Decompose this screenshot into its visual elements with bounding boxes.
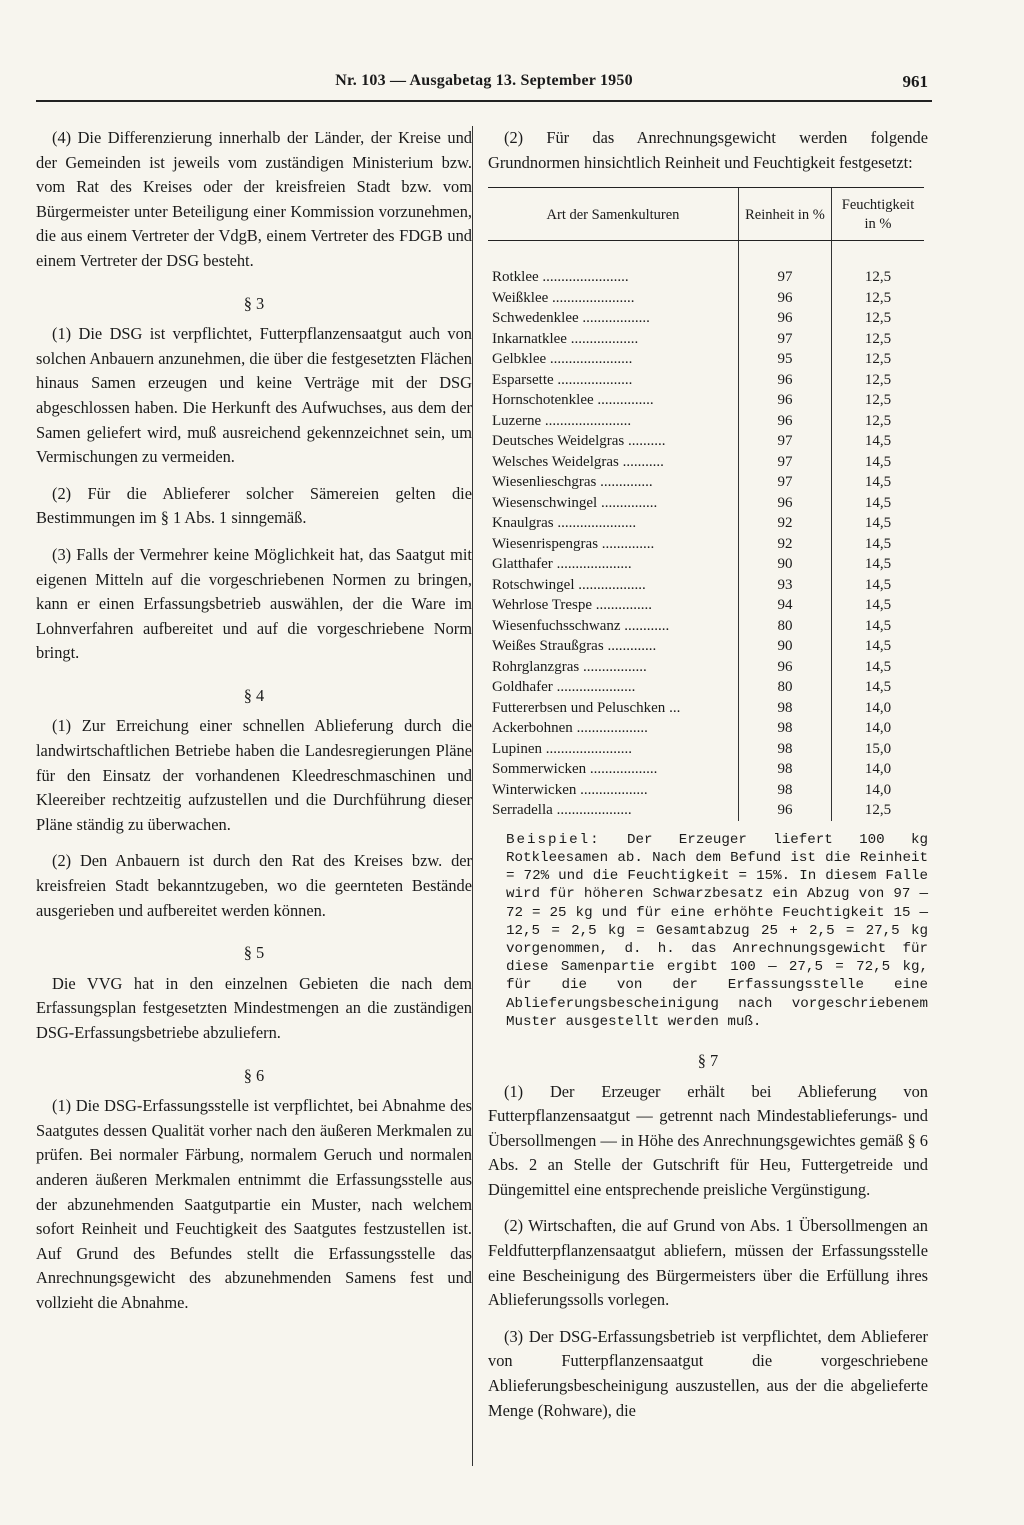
page-header [36, 70, 932, 102]
purity-cell: 80 [739, 616, 832, 637]
seed-name-cell [488, 513, 739, 534]
seed-name: Esparsette [492, 371, 554, 388]
seed-name: Weißklee [492, 289, 549, 306]
seed-name: Ackerbohnen [492, 720, 573, 737]
table-row [488, 780, 924, 801]
leader-dots: ............... [597, 494, 658, 511]
seed-name-cell [488, 554, 739, 575]
leader-dots: ............... [593, 392, 654, 409]
purity-cell: 97 [739, 452, 832, 473]
section-3-paragraph-1: (1) Die DSG ist verpflichtet, Futterpflanzensaatgut auch von solchen Anbauern anzunehmen, die über die festgesetzten Flächen hinaus Samen erzeugen und keine Verträge mit der DSG abgeschlossen haben. Die Herkunft des Aufwuchses, aus dem der Samen geliefert wird, muß ausreichend gekennzeichnet sein, um Vermischungen zu vermeiden. [36, 324, 472, 467]
table-row [488, 616, 924, 637]
seed-name: Gelbklee [492, 351, 547, 368]
table-row [488, 308, 924, 329]
right-column [488, 126, 928, 1435]
purity-cell: 94 [739, 595, 832, 616]
seed-name: Goldhafer [492, 679, 553, 696]
moisture-cell: 12,5 [832, 349, 925, 370]
section-7-paragraph-2: (2) Wirtschaften, die auf Grund von Abs. 1 Übersollmengen an Feldfutterpflanzensaatgut abliefern, müssen der Erfassungsstelle eine Bescheinigung des Bürgermeisters über die Erfüllung ihres Ablieferungssolls vorlegen. [488, 1216, 928, 1310]
seed-name-cell [488, 657, 739, 678]
purity-cell: 93 [739, 575, 832, 596]
moisture-cell: 12,5 [832, 370, 925, 391]
seed-name-cell [488, 595, 739, 616]
example-label: Beispiel: [506, 831, 601, 848]
section-3-paragraph-2: (2) Für die Ablieferer solcher Sämereien gelten die Bestimmungen im § 1 Abs. 1 sinngemäß. [36, 483, 472, 528]
seed-name-cell [488, 452, 739, 473]
table-row [488, 657, 924, 678]
moisture-cell: 14,5 [832, 595, 925, 616]
leader-dots: .................. [576, 781, 648, 798]
seed-name: Sommerwicken [492, 761, 587, 778]
seed-name: Rotklee [492, 269, 539, 286]
purity-cell: 97 [739, 329, 832, 350]
section-7-heading: § 7 [697, 1050, 719, 1070]
purity-cell: 96 [739, 390, 832, 411]
table-row [488, 349, 924, 370]
purity-cell: 98 [739, 698, 832, 719]
moisture-cell: 14,0 [832, 718, 925, 739]
leader-dots: ................... [572, 720, 648, 737]
leader-dots: ... [665, 699, 681, 716]
seed-name: Wiesenschwingel [492, 494, 598, 511]
moisture-cell: 14,5 [832, 636, 925, 657]
purity-cell: 98 [739, 718, 832, 739]
leader-dots: ........... [618, 453, 664, 470]
seed-name-cell [488, 698, 739, 719]
seed-name: Hornschotenklee [492, 392, 594, 409]
purity-cell: 97 [739, 472, 832, 493]
purity-cell: 90 [739, 554, 832, 575]
leader-dots: ...................... [546, 351, 633, 368]
purity-cell: 96 [739, 411, 832, 432]
seed-name-cell [488, 411, 739, 432]
table-row [488, 534, 924, 555]
table-row [488, 329, 924, 350]
seed-name-cell [488, 370, 739, 391]
leader-dots: ..................... [552, 679, 636, 696]
spacer-cell [832, 241, 925, 268]
purity-cell: 92 [739, 513, 832, 534]
moisture-cell: 14,5 [832, 677, 925, 698]
purity-cell: 97 [739, 267, 832, 288]
seed-name: Glatthafer [492, 556, 553, 573]
table-row [488, 759, 924, 780]
moisture-cell: 14,5 [832, 431, 925, 452]
moisture-cell: 14,5 [832, 493, 925, 514]
seed-name-cell [488, 759, 739, 780]
table-row [488, 677, 924, 698]
seed-name-cell [488, 780, 739, 801]
purity-cell: 98 [739, 759, 832, 780]
table-row [488, 595, 924, 616]
spacer-cell [739, 241, 832, 268]
seed-name-cell [488, 493, 739, 514]
leader-dots: ..................... [553, 515, 637, 532]
purity-cell: 96 [739, 308, 832, 329]
left-column [36, 126, 472, 1328]
seed-name: Futtererbsen und Peluschken [492, 699, 666, 716]
leader-dots: ............. [603, 638, 657, 655]
table-row [488, 698, 924, 719]
table-row [488, 288, 924, 309]
purity-cell: 98 [739, 780, 832, 801]
purity-cell: 96 [739, 288, 832, 309]
section-5-paragraph-1: Die VVG hat in den einzelnen Gebieten die nach dem Erfassungsplan festgesetzten Mindestmengen an die zuständigen DSG-Erfassungsbetriebe abzuliefern. [36, 973, 472, 1042]
moisture-cell: 12,5 [832, 267, 925, 288]
moisture-cell: 14,0 [832, 759, 925, 780]
seed-name: Welsches Weidelgras [492, 453, 619, 470]
leader-dots: .............. [598, 535, 655, 552]
column-header-name: Art der Samenkulturen [488, 188, 739, 241]
seed-name: Rohrglanzgras [492, 658, 580, 675]
column-divider [472, 126, 473, 1466]
section-4-paragraph-2: (2) Den Anbauern ist durch den Rat des Kreises bzw. der kreisfreien Stadt bekanntzugeben, wo die geernteten Bestände ausgerieben und aufbereitet werden können. [36, 851, 472, 920]
seed-name: Lupinen [492, 740, 542, 757]
leader-dots: .................... [553, 371, 633, 388]
seed-name-cell [488, 575, 739, 596]
purity-cell: 96 [739, 493, 832, 514]
seed-name-cell [488, 677, 739, 698]
table-spacer-row [488, 241, 924, 268]
seed-name-cell [488, 431, 739, 452]
section-6-paragraph-1: (1) Die DSG-Erfassungsstelle ist verpflichtet, bei Abnahme des Saatgutes dessen Qualität vorher nach den äußeren Merkmalen zu prüfen. Bei normaler Färbung, normalem Geruch und normalen anderen äußeren Merkmalen entnimmt die Erfassungsstelle aus der abzunehmenden Saatgutpartie ein Muster, nach welchem sofort Reinheit und Feuchtigkeit des Saatgutes festzustellen ist. Auf Grund des Befundes stellt die Erfassungsstelle das Anrechnungsgewicht des abzunehmenden Samens fest und vollzieht die Abnahme. [36, 1096, 472, 1312]
seed-name-cell [488, 534, 739, 555]
seed-name-cell [488, 718, 739, 739]
table-row [488, 390, 924, 411]
seed-name: Inkarnatklee [492, 330, 567, 347]
moisture-cell: 14,5 [832, 472, 925, 493]
seed-name-cell [488, 329, 739, 350]
leader-dots: .................. [574, 576, 646, 593]
seed-name: Rotschwingel [492, 576, 575, 593]
seed-name-cell [488, 267, 739, 288]
seed-norms-table [488, 187, 924, 821]
seed-name-cell [488, 616, 739, 637]
table-row [488, 739, 924, 760]
section-3-paragraph-3: (3) Falls der Vermehrer keine Möglichkeit hat, das Saatgut mit eigenen Mitteln auf die vorgeschriebenen Normen zu bringen, kann er einen Erfassungsbetrieb auswählen, der die Ware im Lohnverfahren aufbereitet und auf die vorgeschriebene Norm bringt. [36, 544, 472, 663]
section-5-heading: § 5 [243, 943, 265, 963]
seed-name-cell [488, 288, 739, 309]
seed-name: Wehrlose Trespe [492, 597, 593, 614]
section-7-paragraph-1: (1) Der Erzeuger erhält bei Ablieferung von Futterpflanzensaatgut — getrennt nach Mindestablieferungs- und Übersollmengen — in Höhe des Anrechnungsgewichtes gemäß § 6 Abs. 2 an Stelle der Gutschrift für Heu, Futtergetreide und Düngemittel eine entsprechende preisliche Vergünstigung. [488, 1081, 928, 1199]
table-row [488, 800, 924, 821]
table-row [488, 554, 924, 575]
seed-name: Deutsches Weidelgras [492, 433, 625, 450]
purity-cell: 96 [739, 370, 832, 391]
leader-dots: .................. [566, 330, 639, 347]
leader-dots: ...................... [548, 289, 635, 306]
seed-name: Winterwicken [492, 781, 577, 798]
leader-dots: ............ [620, 617, 670, 634]
leader-dots: ................. [579, 658, 647, 675]
seed-name-cell [488, 800, 739, 821]
purity-cell: 98 [739, 739, 832, 760]
seed-name: Wiesenlieschgras [492, 474, 597, 491]
example-block [506, 831, 928, 1031]
moisture-cell: 15,0 [832, 739, 925, 760]
seed-name-cell [488, 308, 739, 329]
purity-cell: 96 [739, 657, 832, 678]
moisture-cell: 14,5 [832, 616, 925, 637]
moisture-cell: 14,5 [832, 554, 925, 575]
section-3-heading: § 3 [243, 293, 265, 313]
purity-cell: 80 [739, 677, 832, 698]
moisture-cell: 14,5 [832, 657, 925, 678]
seed-name: Wiesenfuchsschwanz [492, 617, 621, 634]
moisture-cell: 12,5 [832, 800, 925, 821]
moisture-cell: 12,5 [832, 411, 925, 432]
table-row [488, 493, 924, 514]
table-body [488, 241, 924, 821]
table-row [488, 431, 924, 452]
table-header-row [488, 188, 924, 241]
purity-cell: 95 [739, 349, 832, 370]
example-text: Der Erzeuger liefert 100 kg Rotkleesamen ab. Nach dem Befund ist die Reinheit = 72% und die Feuchtigkeit = 15%. In diesem Falle wird für höheren Schwarzbesatz ein Abzug von 97 — 72 = 25 kg und für eine erhöhte Feuchtigkeit 15 — 12,5 = 2,5 kg = Gesamtabzug 25 + 2,5 = 27,5 kg vorgenommen, d. h. das Anrechnungsgewicht für diese Samenpartie ergibt 100 — 27,5 = 72,5 kg, für die von der Erfassungsstelle eine Ablieferungsbescheinigung nach vorgeschriebenem Muster ausgestellt werden muß. [506, 831, 928, 1030]
seed-name: Wiesenrispengras [492, 535, 599, 552]
section-4-paragraph-1: (1) Zur Erreichung einer schnellen Ablieferung durch die landwirtschaftlichen Betriebe haben die Landesregierungen Pläne für den Einsatz der vorhandenen Kleedreschmaschinen und Kleereiber rechtzeitig aufzustellen und die Durchführung dieser Pläne ständig zu überwachen. [36, 716, 472, 834]
table-row [488, 513, 924, 534]
seed-name-cell [488, 472, 739, 493]
leader-dots: .................. [586, 761, 658, 778]
seed-name-cell [488, 349, 739, 370]
paragraph-intro-right: (2) Für das Anrechnungsgewicht werden folgende Grundnormen hinsichtlich Reinheit und Feuchtigkeit festgesetzt: [488, 128, 928, 172]
spacer-cell [488, 241, 739, 268]
seed-name: Serradella [492, 802, 553, 819]
moisture-cell: 12,5 [832, 390, 925, 411]
seed-name: Weißes Straußgras [492, 638, 604, 655]
moisture-cell: 14,5 [832, 513, 925, 534]
seed-name: Luzerne [492, 412, 542, 429]
leader-dots: ....................... [542, 740, 632, 757]
section-7-paragraph-3: (3) Der DSG-Erfassungsbetrieb ist verpflichtet, dem Ablieferer von Futterpflanzensaatgut die vorgeschriebene Ablieferungsbescheinigung auszustellen, aus der die abgelieferte Menge (Rohware), die [488, 1326, 928, 1420]
table-row [488, 370, 924, 391]
moisture-cell: 14,5 [832, 575, 925, 596]
issue-title: Nr. 103 — Ausgabetag 13. September 1950 [335, 72, 633, 89]
paragraph-intro-left: (4) Die Differenzierung innerhalb der Länder, der Kreise und der Gemeinden ist jeweils vom zuständigen Ministerium bzw. vom Rat des Kreises oder der kreisfreien Stadt bzw. vom Bürgermeister unter Beteiligung einer Kommission vorzunehmen, die aus einem Vertreter der VdgB, einem Vertreter des FDGB und einem Vertreter der DSG besteht. [36, 128, 472, 270]
moisture-cell: 12,5 [832, 308, 925, 329]
leader-dots: .......... [624, 433, 666, 450]
column-header-moisture: Feuchtigkeit in % [832, 188, 925, 241]
section-6-heading: § 6 [243, 1065, 265, 1085]
seed-name-cell [488, 739, 739, 760]
purity-cell: 97 [739, 431, 832, 452]
table-row [488, 452, 924, 473]
page-number: 961 [902, 72, 928, 91]
moisture-cell: 14,0 [832, 698, 925, 719]
table-row [488, 636, 924, 657]
purity-cell: 92 [739, 534, 832, 555]
leader-dots: ............... [592, 597, 653, 614]
table-row [488, 472, 924, 493]
leader-dots: .............. [596, 474, 653, 491]
column-header-purity: Reinheit in % [739, 188, 832, 241]
seed-name-cell [488, 390, 739, 411]
moisture-cell: 14,0 [832, 780, 925, 801]
moisture-cell: 14,5 [832, 452, 925, 473]
leader-dots: .................... [552, 556, 632, 573]
moisture-cell: 14,5 [832, 534, 925, 555]
moisture-cell: 12,5 [832, 329, 925, 350]
leader-dots: ....................... [541, 412, 632, 429]
table-row [488, 575, 924, 596]
table-row [488, 411, 924, 432]
leader-dots: .................. [578, 310, 650, 327]
leader-dots: .................... [552, 802, 632, 819]
purity-cell: 90 [739, 636, 832, 657]
seed-name: Knaulgras [492, 515, 554, 532]
seed-name-cell [488, 636, 739, 657]
table-row [488, 267, 924, 288]
table-row [488, 718, 924, 739]
section-4-heading: § 4 [243, 685, 265, 705]
purity-cell: 96 [739, 800, 832, 821]
leader-dots: ....................... [538, 269, 629, 286]
moisture-cell: 12,5 [832, 288, 925, 309]
seed-name: Schwedenklee [492, 310, 579, 327]
